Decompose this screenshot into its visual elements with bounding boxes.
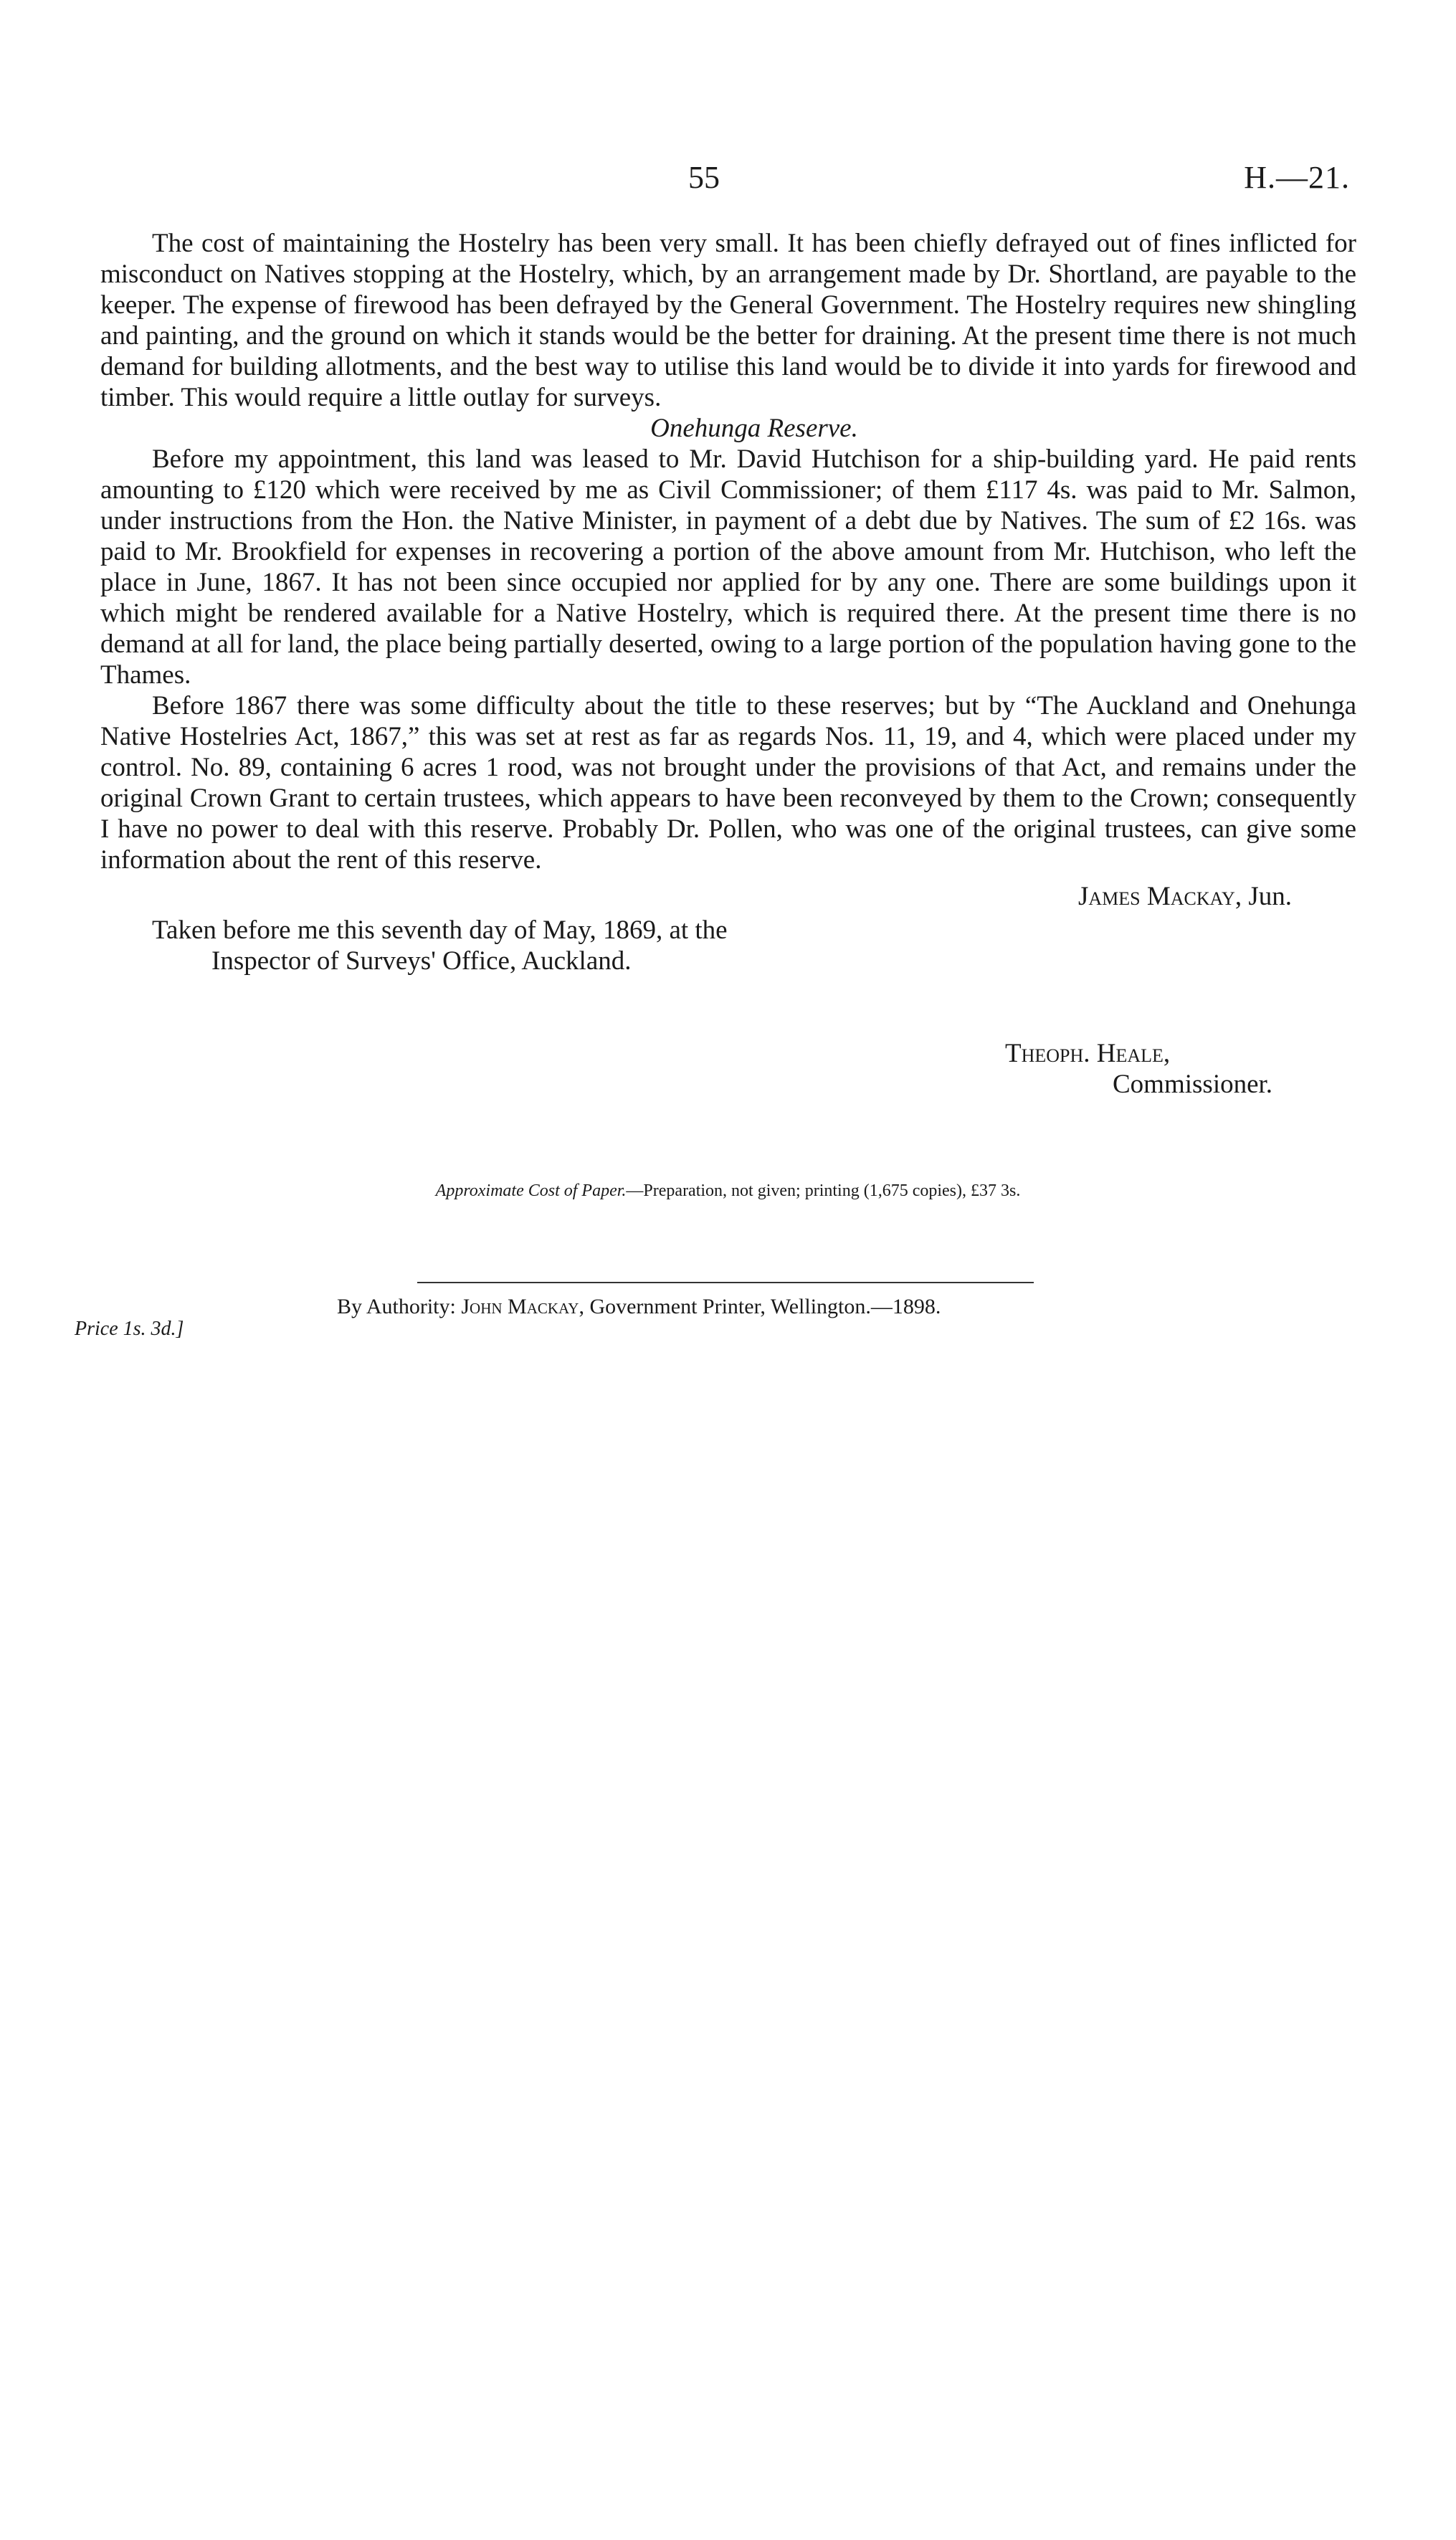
page-header xyxy=(0,159,1456,202)
signature-mackay xyxy=(100,881,1356,912)
paragraph-title-difficulty: Before 1867 there was some difficulty about the title to these reserves; but by “The Auckland and Onehunga Native Hostelries Act, 1867,” this was set at rest as far as regards Nos. 11, 19, and 4, which were placed under my control. No. 89, containing 6 acres 1 rood, was not brought under the provisions of that Act, and remains under the original Crown Grant to certain trustees, which appears to have been reconveyed by them to the Crown; consequently I have no power to deal with this reserve. Probably Dr. Pollen, who was one of the original trustees, can give some information about the rent of this reserve. xyxy=(100,691,1356,875)
document-reference: H.—21. xyxy=(1244,160,1350,195)
authority-prefix: By Authority: xyxy=(337,1295,462,1318)
section-heading: Onehunga Reserve. xyxy=(650,414,858,443)
printer-authority xyxy=(337,1295,941,1319)
cost-of-paper xyxy=(0,1181,1456,1201)
signature-name: James Mackay xyxy=(1077,882,1235,911)
authority-suffix: , Government Printer, Wellington.—1898. xyxy=(579,1295,941,1318)
signature-suffix: , Jun. xyxy=(1234,882,1292,911)
commissioner-signature xyxy=(1005,1038,1272,1100)
authority-printer: John Mackay xyxy=(461,1295,579,1318)
taken-before-block xyxy=(100,915,1356,1008)
cost-text: —Preparation, not given; printing (1,675 copies), £37 3s. xyxy=(626,1181,1021,1200)
commissioner-suffix: , xyxy=(1163,1039,1171,1068)
cost-label: Approximate Cost of Paper. xyxy=(435,1181,627,1200)
taken-before-line-1: Taken before me this seventh day of May, 1869, at the xyxy=(152,915,728,945)
footer-rule xyxy=(417,1282,1034,1283)
body-text xyxy=(100,228,1356,1008)
price-note: Price 1s. 3d.] xyxy=(75,1318,184,1340)
paragraph-onehunga-lease: Before my appointment, this land was leased to Mr. David Hutchison for a ship-building yard. He paid rents amounting to £120 which were received by me as Civil Commissioner; of them £117 4s. was paid to Mr. Salmon, under instructions from the Hon. the Native Minister, in payment of a debt due by Natives. The sum of £2 16s. was paid to Mr. Brookfield for expenses in recovering a portion of the above amount from Mr. Hutchison, who left the place in June, 1867. It has not been since occupied nor applied for by any one. There are some buildings upon it which might be rendered available for a Native Hostelry, which is required there. At the present time there is no demand at all for land, the place being partially deserted, owing to a large portion of the population having gone to the Thames. xyxy=(100,444,1356,690)
commissioner-name: Theoph. Heale xyxy=(1005,1039,1164,1068)
taken-before-line-2: Inspector of Surveys' Office, Auckland. xyxy=(211,946,632,976)
commissioner-title: Commissioner. xyxy=(1113,1070,1273,1099)
page-number: 55 xyxy=(688,160,720,195)
paragraph-hostelry-cost: The cost of maintaining the Hostelry has been very small. It has been chiefly defrayed out of fines inflicted for misconduct on Natives stopping at the Hostelry, which, by an arrangement made by Dr. Shortland, are payable to the keeper. The expense of firewood has been defrayed by the General Government. The Hostelry requires new shingling and painting, and the ground on which it stands would be the better for draining. At the present time there is not much demand for building allotments, and the best way to utilise this land would be to divide it into yards for firewood and timber. This would require a little outlay for surveys. xyxy=(100,229,1356,412)
